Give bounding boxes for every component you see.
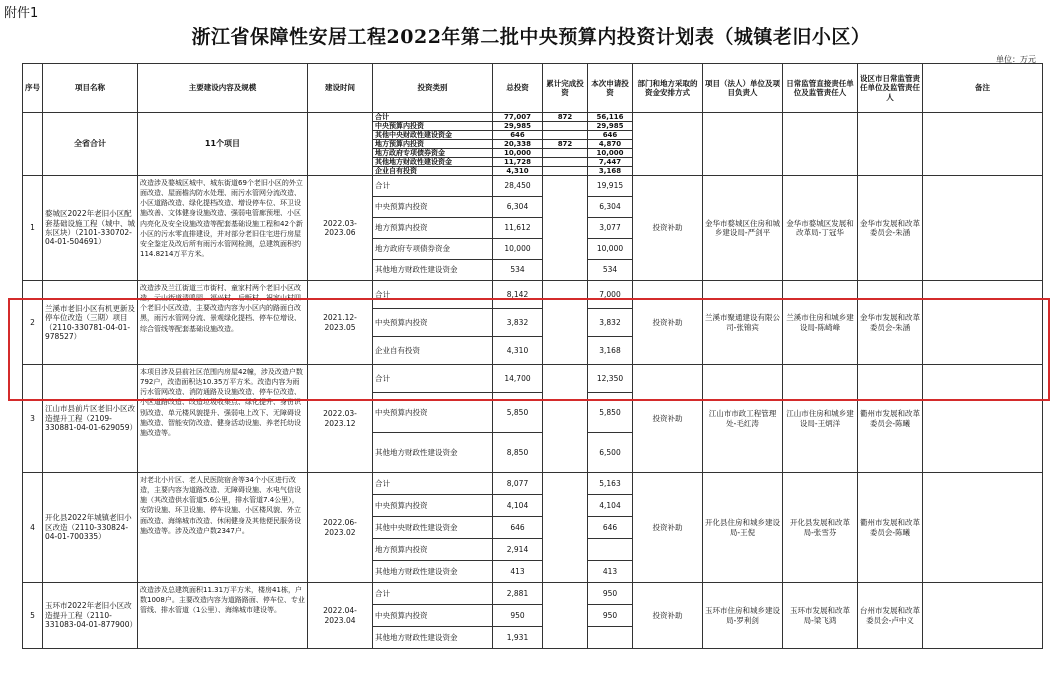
project-period: 2022.04-2023.04 <box>308 583 373 649</box>
project-category: 中央预算内投资 <box>373 495 493 517</box>
project-current: 3,168 <box>588 337 633 365</box>
summary-category: 企业自有投资 <box>373 167 493 176</box>
project-total: 8,077 <box>493 473 543 495</box>
project-owner: 开化县住房和城乡建设局-王倪 <box>703 473 783 583</box>
project-category: 合计 <box>373 583 493 605</box>
summary-category: 地方预算内投资 <box>373 140 493 149</box>
project-row <box>23 365 1043 393</box>
summary-total: 77,007 <box>493 113 543 122</box>
project-current: 10,000 <box>588 239 633 260</box>
project-total: 950 <box>493 605 543 627</box>
project-completed-cell <box>543 281 588 365</box>
project-method: 投资补助 <box>633 281 703 365</box>
project-current <box>588 627 633 649</box>
header-city-supervisor: 设区市日常监管责任单位及监管责任人 <box>858 64 923 113</box>
summary-city-supervisor-cell <box>858 113 923 176</box>
summary-current: 646 <box>588 131 633 140</box>
table-body <box>23 113 1043 649</box>
project-current: 6,500 <box>588 433 633 473</box>
project-category: 其他地方财政性建设资金 <box>373 260 493 281</box>
summary-completed <box>543 149 588 158</box>
project-seq: 3 <box>23 365 43 473</box>
summary-current: 3,168 <box>588 167 633 176</box>
project-current: 413 <box>588 561 633 583</box>
project-category: 中央预算内投资 <box>373 309 493 337</box>
project-remark <box>923 281 1043 365</box>
project-total: 10,000 <box>493 239 543 260</box>
project-supervisor: 玉环市发展和改革局-梁飞鸿 <box>783 583 858 649</box>
project-category: 其他地方财政性建设资金 <box>373 561 493 583</box>
summary-owner-cell <box>703 113 783 176</box>
summary-content: 11个项目 <box>138 113 308 176</box>
project-total: 8,850 <box>493 433 543 473</box>
project-content: 本项目涉及县前社区范围内房屋42幢，涉及改造户数792户，改造面积达10.35万平方米。改造内容为雨污水管网改造、消防通路及设施改造、停车位改造、小区道路改造、改造垃圾收集点、绿化提升、身份识别改造、单元楼风貌提升、强弱电上改下、无障碍设施改造、智能安防改造、健身活动设施、养老托幼设施改造等。 <box>138 365 308 473</box>
project-method: 投资补助 <box>633 176 703 281</box>
project-supervisor: 开化县发展和改革局-张雪芬 <box>783 473 858 583</box>
attachment-label: 附件1 <box>4 6 39 21</box>
header-method: 部门和地方采取的资金安排方式 <box>633 64 703 113</box>
project-owner: 兰溪市聚通建设有限公司-张锦宾 <box>703 281 783 365</box>
project-current: 12,350 <box>588 365 633 393</box>
header-category: 投资类别 <box>373 64 493 113</box>
project-current: 5,850 <box>588 393 633 433</box>
project-remark <box>923 176 1043 281</box>
project-total: 8,142 <box>493 281 543 309</box>
project-period: 2022.06-2023.02 <box>308 473 373 583</box>
summary-period-cell <box>308 113 373 176</box>
header-supervisor: 日常监管直接责任单位及监管责任人 <box>783 64 858 113</box>
project-row <box>23 473 1043 495</box>
project-current: 5,163 <box>588 473 633 495</box>
summary-seq-cell <box>23 113 43 176</box>
project-category: 合计 <box>373 176 493 197</box>
unit-label: 单位：万元 <box>996 55 1036 64</box>
summary-completed <box>543 122 588 131</box>
project-total: 646 <box>493 517 543 539</box>
project-category: 其他地方财政性建设资金 <box>373 433 493 473</box>
header-completed: 累计完成投资 <box>543 64 588 113</box>
summary-total: 11,728 <box>493 158 543 167</box>
summary-category: 其他中央财政性建设资金 <box>373 131 493 140</box>
summary-completed: 872 <box>543 113 588 122</box>
project-name: 婺城区2022年老旧小区配套基础设施工程（城中、城东区块）（2101-330702-04-01-504691） <box>43 176 138 281</box>
summary-completed <box>543 131 588 140</box>
project-current: 950 <box>588 583 633 605</box>
project-owner: 玉环市住房和城乡建设局-罗利剑 <box>703 583 783 649</box>
project-owner: 金华市婺城区住房和城乡建设局-严剑平 <box>703 176 783 281</box>
project-total: 28,450 <box>493 176 543 197</box>
project-total: 5,850 <box>493 393 543 433</box>
project-name: 兰溪市老旧小区有机更新及停车位改造（三期）项目（2110-330781-04-01-978527） <box>43 281 138 365</box>
header-seq: 序号 <box>23 64 43 113</box>
project-method: 投资补助 <box>633 583 703 649</box>
project-owner: 江山市市政工程管理处-毛红涛 <box>703 365 783 473</box>
project-row <box>23 176 1043 197</box>
project-seq: 2 <box>23 281 43 365</box>
project-period: 2022.03-2023.12 <box>308 365 373 473</box>
summary-category: 合计 <box>373 113 493 122</box>
project-total: 2,881 <box>493 583 543 605</box>
header-owner: 项目（法人）单位及项目负责人 <box>703 64 783 113</box>
project-content: 改造涉及总建筑面积11.31万平方米，楼房41栋，户数1008户。主要改造内容为道路路面、停车位、专业管线、排水管道（1公里）、海绵城市建设等。 <box>138 583 308 649</box>
project-category: 地方预算内投资 <box>373 539 493 561</box>
project-current <box>588 539 633 561</box>
project-total: 2,914 <box>493 539 543 561</box>
project-supervisor: 兰溪市住房和城乡建设局-陈崎峰 <box>783 281 858 365</box>
project-current: 950 <box>588 605 633 627</box>
project-city-supervisor: 金华市发展和改革委员会-朱涵 <box>858 176 923 281</box>
header-period: 建设时间 <box>308 64 373 113</box>
summary-category: 其他地方财政性建设资金 <box>373 158 493 167</box>
summary-completed <box>543 158 588 167</box>
header-row <box>23 64 1043 113</box>
summary-total: 4,310 <box>493 167 543 176</box>
summary-label: 全省合计 <box>43 113 138 176</box>
summary-category: 地方政府专项债券资金 <box>373 149 493 158</box>
project-total: 14,700 <box>493 365 543 393</box>
project-current: 6,304 <box>588 197 633 218</box>
header-content: 主要建设内容及规模 <box>138 64 308 113</box>
summary-current: 10,000 <box>588 149 633 158</box>
project-completed-cell <box>543 583 588 649</box>
summary-remark-cell <box>923 113 1043 176</box>
project-remark <box>923 473 1043 583</box>
project-content: 改造涉及婺城区城中、城东街道69个老旧小区的外立面改造、屋面檐沟防水处理、雨污水管网分流改造、小区道路改造、绿化提档改造、增设停车位、环卫设施改善、文体健身设施改造、强弱电管廊预埋、小区内亮化及安全设施改造等配套基础设施工程和42个新小区的污水零直排建设，并对部分老旧住宅进行房屋安全鉴定及改后所有雨污水管网检测，总建筑面积约114.8214万平方米。 <box>138 176 308 281</box>
project-current: 646 <box>588 517 633 539</box>
project-city-supervisor: 衢州市发展和改革委员会-陈曦 <box>858 473 923 583</box>
project-completed-cell <box>543 365 588 473</box>
project-period: 2022.03-2023.06 <box>308 176 373 281</box>
summary-current: 29,985 <box>588 122 633 131</box>
project-total: 4,104 <box>493 495 543 517</box>
page-title: 浙江省保障性安居工程2022年第二批中央预算内投资计划表（城镇老旧小区） <box>191 26 871 48</box>
project-remark <box>923 365 1043 473</box>
project-current: 7,000 <box>588 281 633 309</box>
header-current: 本次申请投资 <box>588 64 633 113</box>
header-remark: 备注 <box>923 64 1043 113</box>
summary-total: 646 <box>493 131 543 140</box>
project-city-supervisor: 台州市发展和改革委员会-卢中义 <box>858 583 923 649</box>
project-category: 合计 <box>373 473 493 495</box>
project-completed-cell <box>543 473 588 583</box>
project-total: 3,832 <box>493 309 543 337</box>
summary-completed <box>543 167 588 176</box>
project-row <box>23 281 1043 309</box>
project-total: 4,310 <box>493 337 543 365</box>
project-category: 中央预算内投资 <box>373 197 493 218</box>
summary-method-cell <box>633 113 703 176</box>
project-remark <box>923 583 1043 649</box>
project-city-supervisor: 金华市发展和改革委员会-朱涵 <box>858 281 923 365</box>
summary-total: 29,985 <box>493 122 543 131</box>
project-total: 1,931 <box>493 627 543 649</box>
project-category: 其他地方财政性建设资金 <box>373 627 493 649</box>
project-content: 改造涉及兰江街道三市街村、童家村两个老旧小区改造，云山街道清鸣园、福兴村、后畈村、祝家山村四个老旧小区改造，主要改造内容为小区内的路面白改黑，雨污水管网分流、景观绿化提档、停车位增设、综合管线等配套基础设施改造。 <box>138 281 308 365</box>
project-category: 中央预算内投资 <box>373 393 493 433</box>
project-method: 投资补助 <box>633 473 703 583</box>
summary-supervisor-cell <box>783 113 858 176</box>
project-category: 其他中央财政性建设资金 <box>373 517 493 539</box>
project-name: 玉环市2022年老旧小区改造提升工程（2110-331083-04-01-877900） <box>43 583 138 649</box>
investment-table <box>22 63 1043 649</box>
project-total: 413 <box>493 561 543 583</box>
summary-current: 7,447 <box>588 158 633 167</box>
project-supervisor: 江山市住房和城乡建设局-王炳洋 <box>783 365 858 473</box>
project-seq: 4 <box>23 473 43 583</box>
summary-category: 中央预算内投资 <box>373 122 493 131</box>
project-category: 中央预算内投资 <box>373 605 493 627</box>
project-period: 2021.12-2023.05 <box>308 281 373 365</box>
summary-current: 4,870 <box>588 140 633 149</box>
project-total: 11,612 <box>493 218 543 239</box>
header-total: 总投资 <box>493 64 543 113</box>
project-supervisor: 金华市婺城区发展和改革局-丁冠华 <box>783 176 858 281</box>
project-content: 对老北小片区、老人民医院宿舍等34个小区进行改造，主要内容为道路改造、无障碍设施、水电气信设施（其改造供水管道5.6公里，排水管道7.4公里），安防设施、环卫设施、停车设施、小区楼风貌、外立面改造、海绵城市改造、休闲健身及其他便民服务设施改造等。涉及改造户数2347户。 <box>138 473 308 583</box>
project-category: 企业自有投资 <box>373 337 493 365</box>
project-category: 地方预算内投资 <box>373 218 493 239</box>
project-method: 投资补助 <box>633 365 703 473</box>
project-completed-cell <box>543 176 588 281</box>
summary-row <box>23 113 1043 122</box>
project-total: 534 <box>493 260 543 281</box>
project-current: 3,077 <box>588 218 633 239</box>
project-seq: 5 <box>23 583 43 649</box>
project-current: 3,832 <box>588 309 633 337</box>
project-category: 合计 <box>373 365 493 393</box>
summary-total: 20,338 <box>493 140 543 149</box>
project-city-supervisor: 衢州市发展和改革委员会-陈曦 <box>858 365 923 473</box>
project-category: 地方政府专项债券资金 <box>373 239 493 260</box>
project-total: 6,304 <box>493 197 543 218</box>
project-row <box>23 583 1043 605</box>
project-current: 19,915 <box>588 176 633 197</box>
project-name: 开化县2022年城镇老旧小区改造（2110-330824-04-01-700335） <box>43 473 138 583</box>
summary-completed: 872 <box>543 140 588 149</box>
header-name: 项目名称 <box>43 64 138 113</box>
project-category: 合计 <box>373 281 493 309</box>
project-name: 江山市县前片区老旧小区改造提升工程（2109-330881-04-01-629059） <box>43 365 138 473</box>
summary-total: 10,000 <box>493 149 543 158</box>
project-current: 4,104 <box>588 495 633 517</box>
summary-current: 56,116 <box>588 113 633 122</box>
project-current: 534 <box>588 260 633 281</box>
project-seq: 1 <box>23 176 43 281</box>
